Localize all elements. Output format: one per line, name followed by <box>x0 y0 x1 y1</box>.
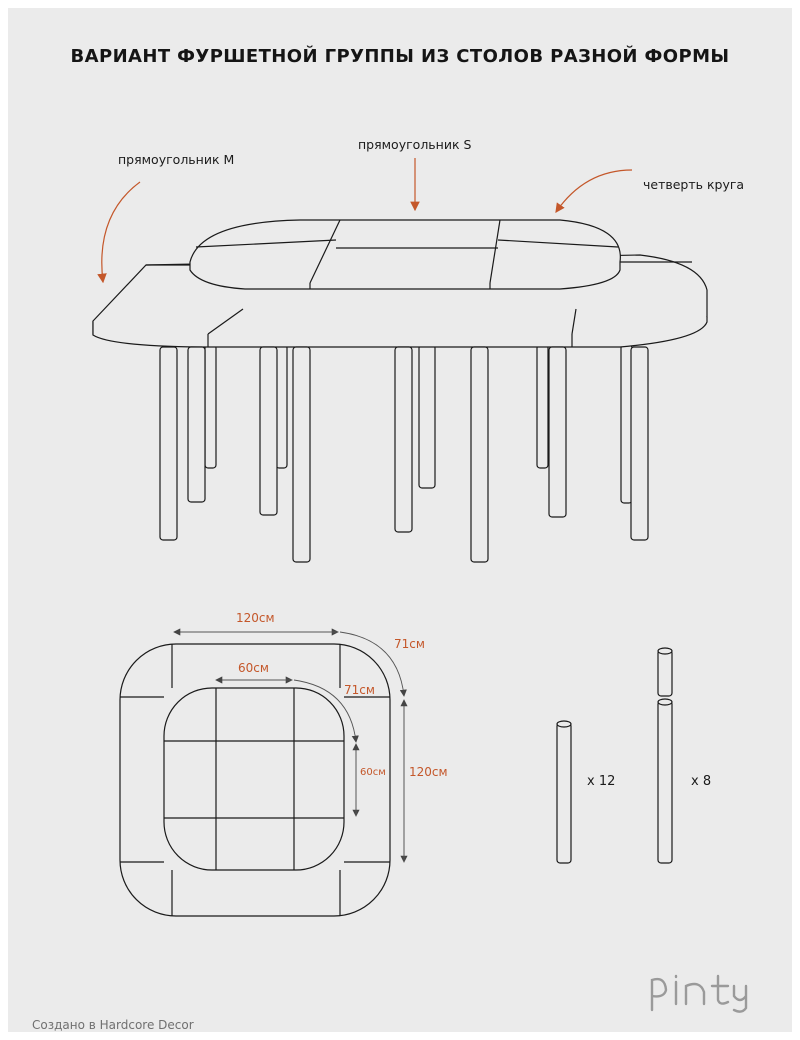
dim-inner-radius: 71см <box>344 683 375 697</box>
arrow-quarter <box>556 170 632 212</box>
callout-rect-s-label: прямоугольник S <box>358 137 472 152</box>
upper-tier-edge <box>190 262 620 289</box>
plan-inner <box>164 688 344 870</box>
callout-quarter-label: четверть круга <box>643 177 745 192</box>
legs-illustration <box>557 648 672 863</box>
page-title: ВАРИАНТ ФУРШЕТНОЙ ГРУППЫ ИЗ СТОЛОВ РАЗНОЙ ФОРМЫ <box>70 46 730 67</box>
brand-logo <box>652 976 746 1012</box>
front-legs <box>160 347 648 562</box>
perspective-view <box>93 220 707 562</box>
arrow-rect-m <box>102 182 140 282</box>
dim-outer-radius: 71см <box>394 637 425 651</box>
lower-tier-edge <box>93 317 707 347</box>
short-leg <box>557 723 571 863</box>
dim-outer-width: 120см <box>236 611 275 625</box>
callout-rect-m-label: прямоугольник M <box>118 152 235 167</box>
dim-outer-height: 120см <box>409 765 448 779</box>
dim-inner-height: 60см <box>360 767 386 778</box>
dim-inner-width: 60см <box>238 661 269 675</box>
tall-leg-count: x 8 <box>691 774 712 789</box>
short-leg-count: x 12 <box>587 774 616 789</box>
tall-leg-top <box>658 650 672 696</box>
tall-leg <box>658 701 672 863</box>
footer-credit: Создано в Hardcore Decor <box>32 1018 194 1032</box>
